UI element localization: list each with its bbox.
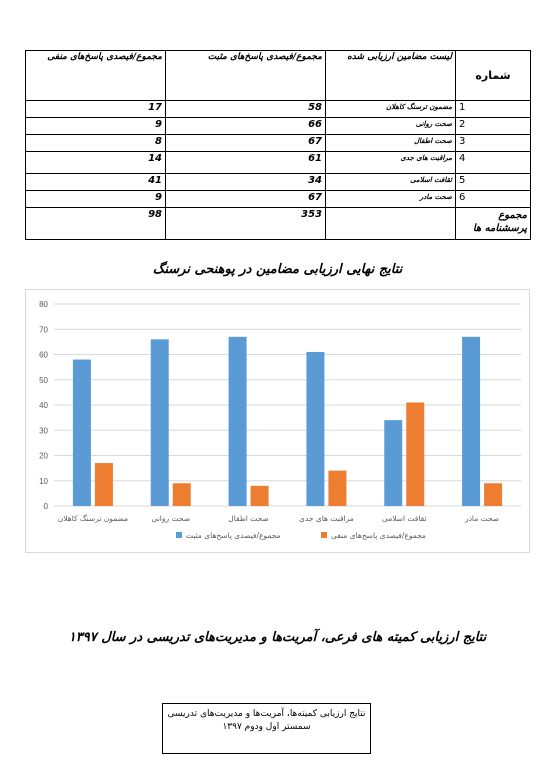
table-total-row [26,207,531,239]
y-tick-label: 50 [39,375,48,385]
bar-negative [173,483,191,506]
y-tick-label: 80 [39,300,48,309]
row-negative: 17 [26,101,166,118]
row-positive: 67 [166,134,326,151]
y-tick-label: 60 [39,350,48,360]
row-positive: 58 [166,101,326,118]
row-title: صحت روانی [326,118,456,135]
x-tick-label: مضمون ترسنگ کاهلان [57,514,129,523]
row-positive: 66 [166,118,326,135]
y-tick-label: 10 [39,476,48,486]
bar-negative [406,402,424,506]
bar-negative [484,483,502,506]
row-positive: 67 [166,190,326,207]
bar-positive [73,360,91,506]
total-label: مجموع پرسشنامه ها [456,207,531,239]
bar-positive [151,339,169,506]
row-negative: 9 [26,190,166,207]
row-number: 5 [456,173,531,190]
row-title: ثقافت اسلامی [326,173,456,190]
row-positive: 34 [166,173,326,190]
legend-label: مجموع/فیصدی پاسخ‌های منفی [331,531,426,540]
table-row [26,173,531,190]
bar-positive [462,337,480,506]
bar-positive [229,337,247,506]
x-tick-label: صحت اطفال [228,514,269,523]
y-tick-label: 0 [43,502,48,511]
header-negative: مجموع/فیصدی پاسخ‌های منفی [26,51,166,101]
row-number: 2 [456,118,531,135]
section-heading: نتایج ارزیابی کمیته های فرعی، آمریت‌ها و مدیریت‌های تدریسی در سال ۱۳۹۷ [68,630,487,645]
y-tick-label: 70 [39,325,48,335]
bar-positive [306,352,324,506]
table-header-row [26,51,531,101]
x-tick-label: صحت روانی [151,514,191,523]
table-row [26,101,531,118]
evaluation-table [25,50,531,240]
table-row [26,190,531,207]
row-number: 6 [456,190,531,207]
bar-negative [328,471,346,506]
table-row [26,118,531,135]
row-title: صحت اطفال [326,134,456,151]
y-tick-label: 20 [39,451,48,461]
x-tick-label: مراقبت های جدی [299,514,354,523]
legend-label: مجموع/فیصدی پاسخ‌های مثبت [186,531,281,540]
row-title: مضمون ترسنگ کاهلان [326,101,456,118]
row-negative: 41 [26,173,166,190]
chart-heading: نتایج نهایی ارزیابی مضامین در پوهنحی نرسنگ [152,262,403,277]
legend-swatch [321,532,327,538]
bar-negative [95,463,113,506]
y-tick-label: 40 [39,401,48,410]
bar-positive [384,420,402,506]
x-tick-label: صحت مادر [464,514,500,523]
row-negative: 8 [26,134,166,151]
x-tick-label: ثقافت اسلامی [381,514,427,523]
header-positive: مجموع/فیصدی پاسخ‌های مثبت [166,51,326,101]
table-row [26,151,531,173]
y-tick-label: 30 [39,426,48,436]
row-number: 4 [456,151,531,173]
row-positive: 61 [166,151,326,173]
bar-chart-svg [26,290,529,552]
row-number: 3 [456,134,531,151]
bar-negative [251,486,269,506]
bar-chart [25,289,530,553]
total-positive: 353 [166,207,326,239]
header-items: لیست مضامین ارزیابی شده [326,51,456,101]
row-number: 1 [456,101,531,118]
caption-box: نتایج ارزیابی کمیته‌ها، آمریت‌ها و مدیریت‌های تدریسی سمستر اول ودوم ۱۳۹۷ [162,703,371,754]
row-title: مراقبت های جدی [326,151,456,173]
row-negative: 14 [26,151,166,173]
total-negative: 98 [26,207,166,239]
table-row [26,134,531,151]
total-empty [326,207,456,239]
legend-swatch [176,532,182,538]
row-negative: 9 [26,118,166,135]
header-number: شماره [456,51,531,101]
row-title: صحت مادر [326,190,456,207]
